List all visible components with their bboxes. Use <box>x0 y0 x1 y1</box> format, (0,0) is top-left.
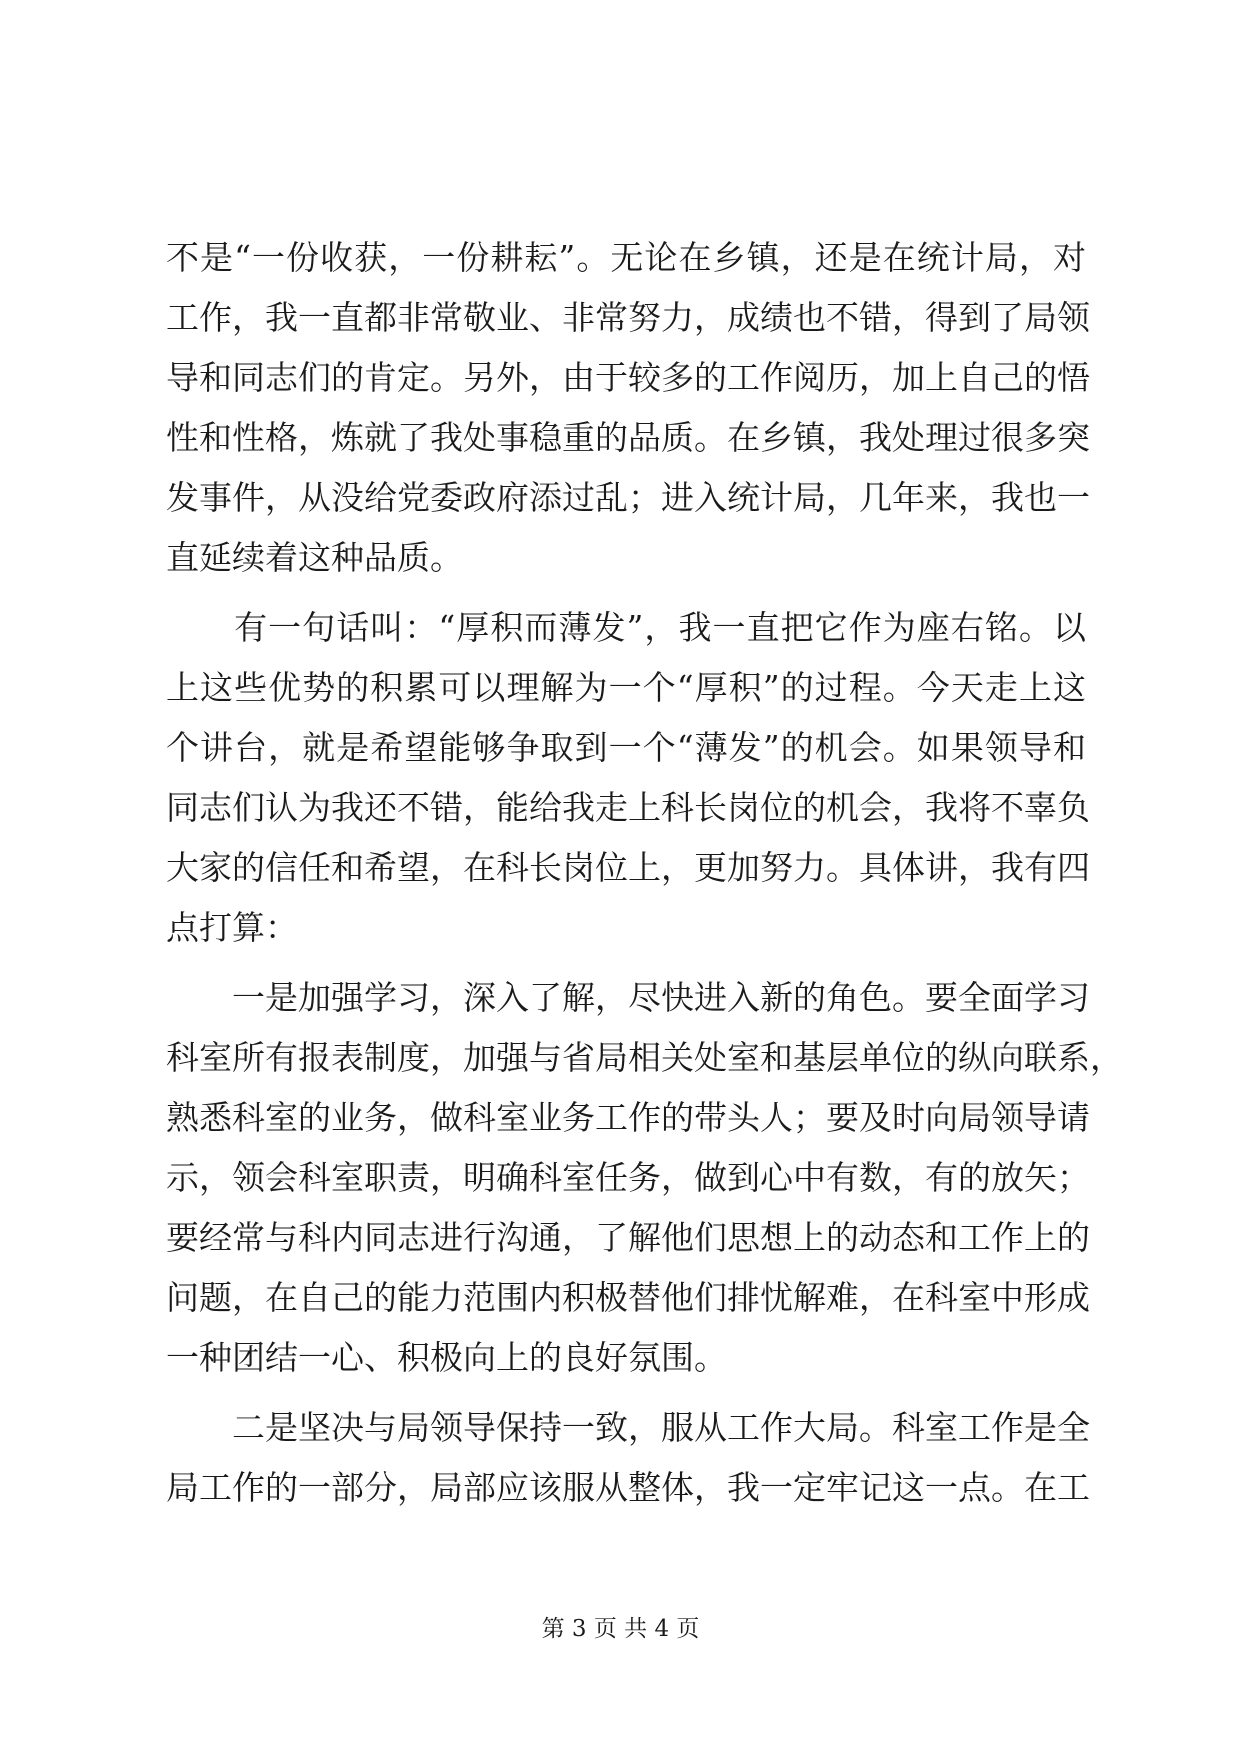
text-line: 导和同志们的肯定。另外，由于较多的工作阅历，加上自己的悟 <box>166 358 1090 397</box>
text-line: 熟悉科室的业务，做科室业务工作的带头人；要及时向局领导请 <box>166 1098 1090 1137</box>
text-line: 上这些优势的积累可以理解为一个“厚积”的过程。今天走上这 <box>166 668 1086 707</box>
text-line: 个讲台，就是希望能够争取到一个“薄发”的机会。如果领导和 <box>166 728 1086 767</box>
text-line: 二是坚决与局领导保持一致，服从工作大局。科室工作是全 <box>166 1408 1090 1447</box>
text-line: 大家的信任和希望，在科长岗位上，更加努力。具体讲，我有四 <box>166 848 1090 887</box>
text-line: 工作，我一直都非常敬业、非常努力，成绩也不错，得到了局领 <box>166 298 1090 337</box>
text-line: 问题，在自己的能力范围内积极替他们排忧解难，在科室中形成 <box>166 1278 1090 1317</box>
text-line: 一是加强学习，深入了解，尽快进入新的角色。要全面学习 <box>166 978 1090 1017</box>
text-line: 同志们认为我还不错，能给我走上科长岗位的机会，我将不辜负 <box>166 788 1090 827</box>
text-line: 不是“一份收获，一份耕耘”。无论在乡镇，还是在统计局，对 <box>166 238 1086 277</box>
text-line: 要经常与科内同志进行沟通，了解他们思想上的动态和工作上的 <box>166 1218 1090 1257</box>
text-line: 点打算： <box>166 908 298 947</box>
page-number-footer: 第 3 页 共 4 页 <box>541 1616 700 1642</box>
text-line: 示，领会科室职责，明确科室任务，做到心中有数，有的放矢； <box>166 1158 1090 1197</box>
body-text <box>166 228 1123 1518</box>
text-line: 性和性格，炼就了我处事稳重的品质。在乡镇，我处理过很多突 <box>166 418 1090 457</box>
text-line: 有一句话叫：“厚积而薄发”，我一直把它作为座右铭。以 <box>166 608 1086 647</box>
text-line: 科室所有报表制度，加强与省局相关处室和基层单位的纵向联系， <box>166 1038 1123 1077</box>
text-line: 直延续着这种品质。 <box>166 538 463 577</box>
text-line: 局工作的一部分，局部应该服从整体，我一定牢记这一点。在工 <box>166 1468 1090 1507</box>
text-line: 一种团结一心、积极向上的良好氛围。 <box>166 1338 727 1377</box>
text-line: 发事件，从没给党委政府添过乱；进入统计局，几年来，我也一 <box>166 478 1090 517</box>
